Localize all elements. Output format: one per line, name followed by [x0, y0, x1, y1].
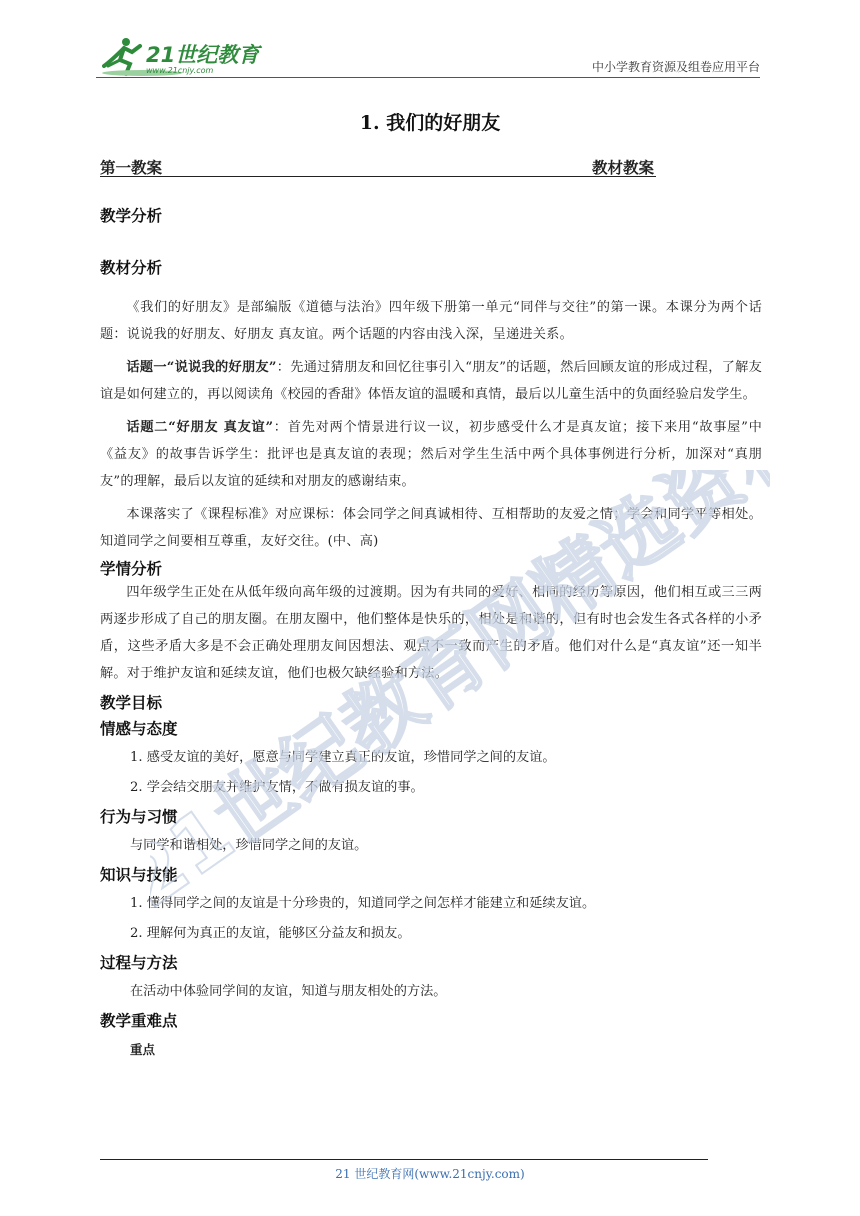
topic-one-label: 话题一“说说我的好朋友” [126, 360, 277, 375]
heading-material-analysis: 教材分析 [100, 259, 163, 277]
goal-emotion-2: 2. 学会结交朋友并维护友情，不做有损友谊的事。 [130, 780, 424, 795]
topic-two-title: “好朋友 真友谊” [168, 420, 274, 435]
paragraph-student: 四年级学生正处在从低年级向高年级的过渡期。因为有共同的爱好、相同的经历等原因，他们相互或三三两两逐步形成了自己的朋友圈。在朋友圈中，他们整体是快乐的，相处是和谐的，但有时也会发生各式各样的小矛盾，这些矛盾大多是不会正确处理朋友间因想法、观点不一致而产生的矛盾。他们对什么是“真友谊”还一知半解。对于维护友谊和延续友谊，他们也极欠缺经验和方法。 [100, 585, 762, 681]
paragraph-intro: 《我们的好朋友》是部编版《道德与法治》四年级下册第一单元“同伴与交往”的第一课。本课分为两个话题：说说我的好朋友、好朋友 真友谊。两个话题的内容由浅入深，呈递进关系。 [100, 300, 762, 342]
goal-behavior-1: 与同学和谐相处，珍惜同学之间的友谊。 [130, 838, 368, 853]
key-points-label: 重点 [130, 1042, 156, 1057]
goal-emotion-1: 1. 感受友谊的美好，愿意与同学建立真正的友谊，珍惜同学之间的友谊。 [130, 750, 556, 765]
paragraph-topic-two [100, 414, 762, 495]
document-title: 1. 我们的好朋友 [359, 112, 501, 134]
platform-name: 中小学教育资源及组卷应用平台 [591, 60, 760, 74]
topic-one-text: ：先通过猜朋友和回忆往事引入“朋友”的话题，然后回顾友谊的形成过程，了解友谊是如何建立的，再以阅读角《校园的香甜》体悟友谊的温暖和真情，最后以儿童生活中的负面经验启发学生。 [100, 360, 762, 402]
plan-label-right: 教材教案 [591, 159, 654, 177]
topic-two-label: 话题二 [126, 420, 169, 435]
heading-key-points: 教学重难点 [100, 1012, 178, 1030]
header-divider [96, 77, 760, 78]
heading-knowledge: 知识与技能 [100, 866, 178, 884]
goal-knowledge-2: 2. 理解何为真正的友谊，能够区分益友和损友。 [130, 926, 411, 941]
runner-logo-icon [96, 36, 266, 80]
footer-divider [100, 1159, 708, 1160]
paragraph-standard: 本课落实了《课程标准》对应课标：体会同学之间真诚相待、互相帮助的友爱之情；学会和同学平等相处。知道同学之间要相互尊重，友好交往。(中、高) [100, 507, 762, 549]
goal-process-1: 在活动中体验同学间的友谊，知道与朋友相处的方法。 [130, 984, 447, 999]
svg-text:www.21cnjy.com: www.21cnjy.com [146, 66, 214, 75]
svg-text:21世纪教育: 21世纪教育 [146, 43, 260, 67]
topic-two-text: ：首先对两个情景进行议一议，初步感受什么才是真友谊；接下来用“故事屋”中《益友》的故事告诉学生：批评也是真友谊的表现；然后对学生生活中两个具体事例进行分析，加深对“真朋友”的理解，最后以友谊的延续和对朋友的感谢结束。 [100, 420, 762, 489]
document-body [100, 200, 762, 1065]
plan-label-left: 第一教案 [100, 159, 163, 177]
heading-goals: 教学目标 [100, 694, 163, 712]
plan-row [100, 156, 656, 177]
site-logo[interactable] [96, 36, 266, 80]
heading-behavior: 行为与习惯 [100, 808, 178, 826]
heading-emotion: 情感与态度 [100, 720, 178, 738]
paragraph-topic-one [100, 354, 762, 408]
heading-process: 过程与方法 [100, 954, 178, 972]
footer-link[interactable]: 21 世纪教育网(www.21cnjy.com) [335, 1167, 525, 1181]
heading-teaching-analysis: 教学分析 [100, 207, 163, 225]
goal-knowledge-1: 1. 懂得同学之间的友谊是十分珍贵的，知道同学之间怎样才能建立和延续友谊。 [130, 896, 596, 911]
watermark-text: 21世纪教育网精选资料 [150, 470, 770, 926]
heading-student-analysis: 学情分析 [100, 560, 163, 578]
